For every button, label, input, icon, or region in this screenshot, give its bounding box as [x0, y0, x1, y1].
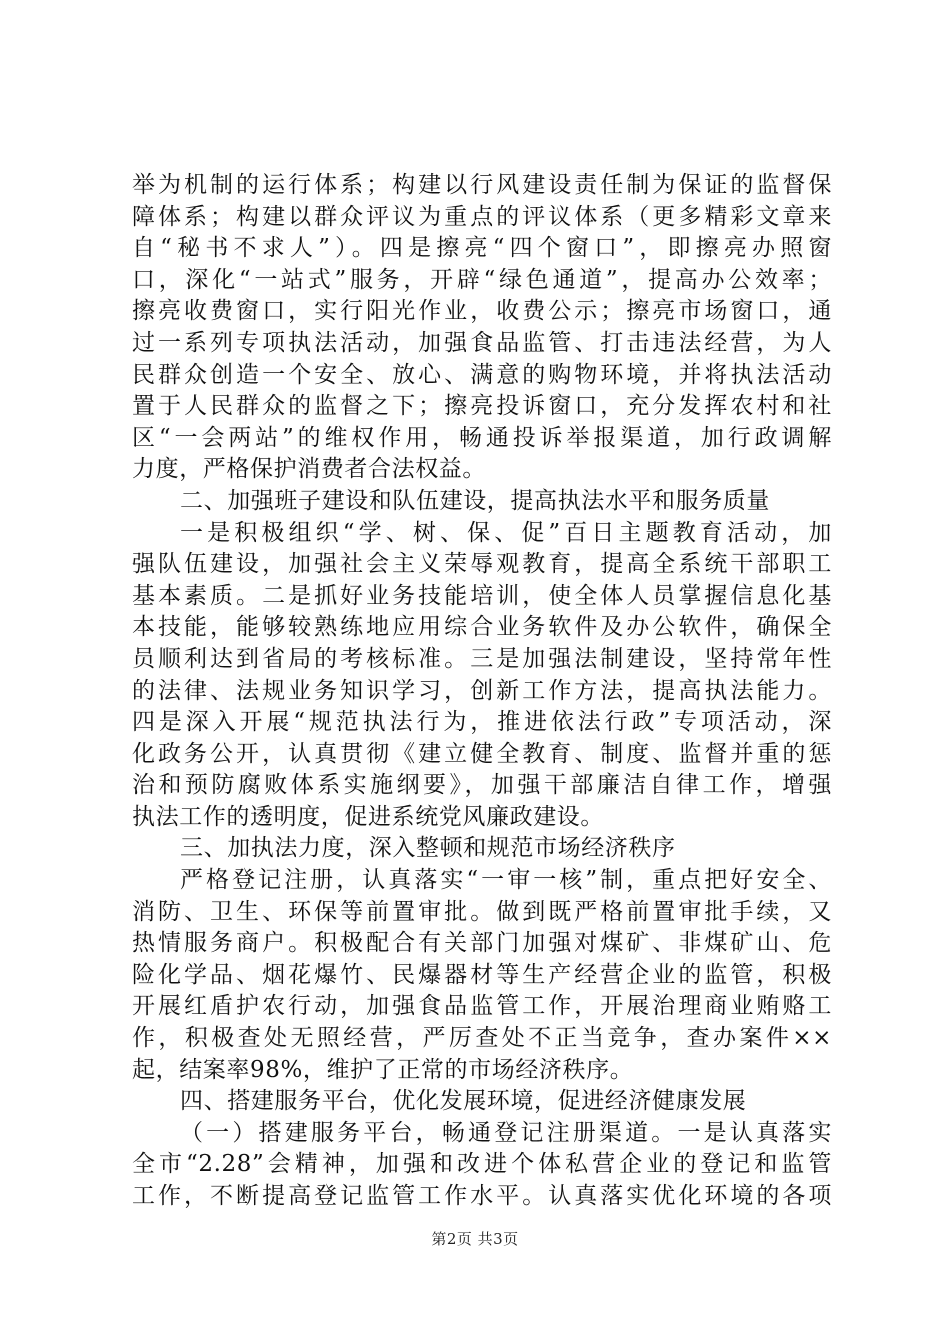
text-line: 四、搭建服务平台，优化发展环境，促进经济健康发展: [180, 1088, 747, 1115]
text-line: 二、加强班子建设和队伍建设，提高执法水平和服务质量: [180, 487, 770, 514]
text-line: 基本素质。二是抓好业务技能培训，使全体人员掌握信息化基: [132, 582, 832, 609]
text-line: 障体系；构建以群众评议为重点的评议体系（更多精彩文章来: [132, 203, 832, 230]
text-line: 全市“2.28”会精神，加强和改进个体私营企业的登记和监管: [132, 1151, 832, 1178]
text-line: 起，结案率98%，维护了正常的市场经济秩序。: [132, 1056, 634, 1083]
text-line: 本技能，能够较熟练地应用综合业务软件及办公软件，确保全: [132, 614, 832, 641]
text-line: 的法律、法规业务知识学习，创新工作方法，提高执法能力。: [132, 677, 832, 704]
text-line: 险化学品、烟花爆竹、民爆器材等生产经营企业的监管，积极: [132, 961, 832, 988]
text-line: 置于人民群众的监督之下；擦亮投诉窗口，充分发挥农村和社: [132, 393, 832, 420]
text-line: 擦亮收费窗口，实行阳光作业，收费公示；擦亮市场窗口，通: [132, 298, 832, 325]
text-line: 口，深化“一站式”服务，开辟“绿色通道”，提高办公效率；: [132, 266, 832, 293]
text-line: 自“秘书不求人”）。四是擦亮“四个窗口”，即擦亮办照窗: [132, 235, 832, 262]
text-line: 开展红盾护农行动，加强食品监管工作，开展治理商业贿赂工: [132, 993, 832, 1020]
text-line: 工作，不断提高登记监管工作水平。认真落实优化环境的各项: [132, 1183, 832, 1209]
text-line: （一）搭建服务平台，畅通登记注册渠道。一是认真落实: [180, 1119, 832, 1146]
text-line: 治和预防腐败体系实施纲要》，加强干部廉洁自律工作，增强: [132, 772, 832, 799]
text-line: 作，积极查处无照经营，严厉查处不正当竞争，查办案件××: [132, 1025, 832, 1052]
text-line: 员顺利达到省局的考核标准。三是加强法制建设，坚持常年性: [132, 645, 832, 672]
text-line: 强队伍建设，加强社会主义荣辱观教育，提高全系统干部职工: [132, 551, 832, 578]
text-line: 四是深入开展“规范执法行为，推进依法行政”专项活动，深: [132, 709, 832, 736]
text-line: 执法工作的透明度，促进系统党风廉政建设。: [132, 803, 604, 830]
text-line: 严格登记注册，认真落实“一审一核”制，重点把好安全、: [180, 867, 832, 894]
text-line: 热情服务商户。积极配合有关部门加强对煤矿、非煤矿山、危: [132, 930, 832, 957]
text-line: 举为机制的运行体系；构建以行风建设责任制为保证的监督保: [132, 172, 832, 198]
text-line: 区“一会两站”的维权作用，畅通投诉举报渠道，加行政调解: [132, 424, 832, 451]
page-footer: 第2页 共3页: [431, 1230, 519, 1248]
text-line: 消防、卫生、环保等前置审批。做到既严格前置审批手续，又: [132, 898, 832, 925]
text-line: 过一系列专项执法活动，加强食品监管、打击违法经营，为人: [132, 329, 832, 356]
text-line: 一是积极组织“学、树、保、促”百日主题教育活动，加: [180, 519, 832, 546]
text-line: 三、加执法力度，深入整顿和规范市场经济秩序: [180, 835, 676, 862]
document-body: [132, 170, 832, 1213]
text-line: 民群众创造一个安全、放心、满意的购物环境，并将执法活动: [132, 361, 832, 388]
text-line: 力度，严格保护消费者合法权益。: [132, 456, 486, 483]
text-line: 化政务公开，认真贯彻《建立健全教育、制度、监督并重的惩: [132, 740, 832, 767]
